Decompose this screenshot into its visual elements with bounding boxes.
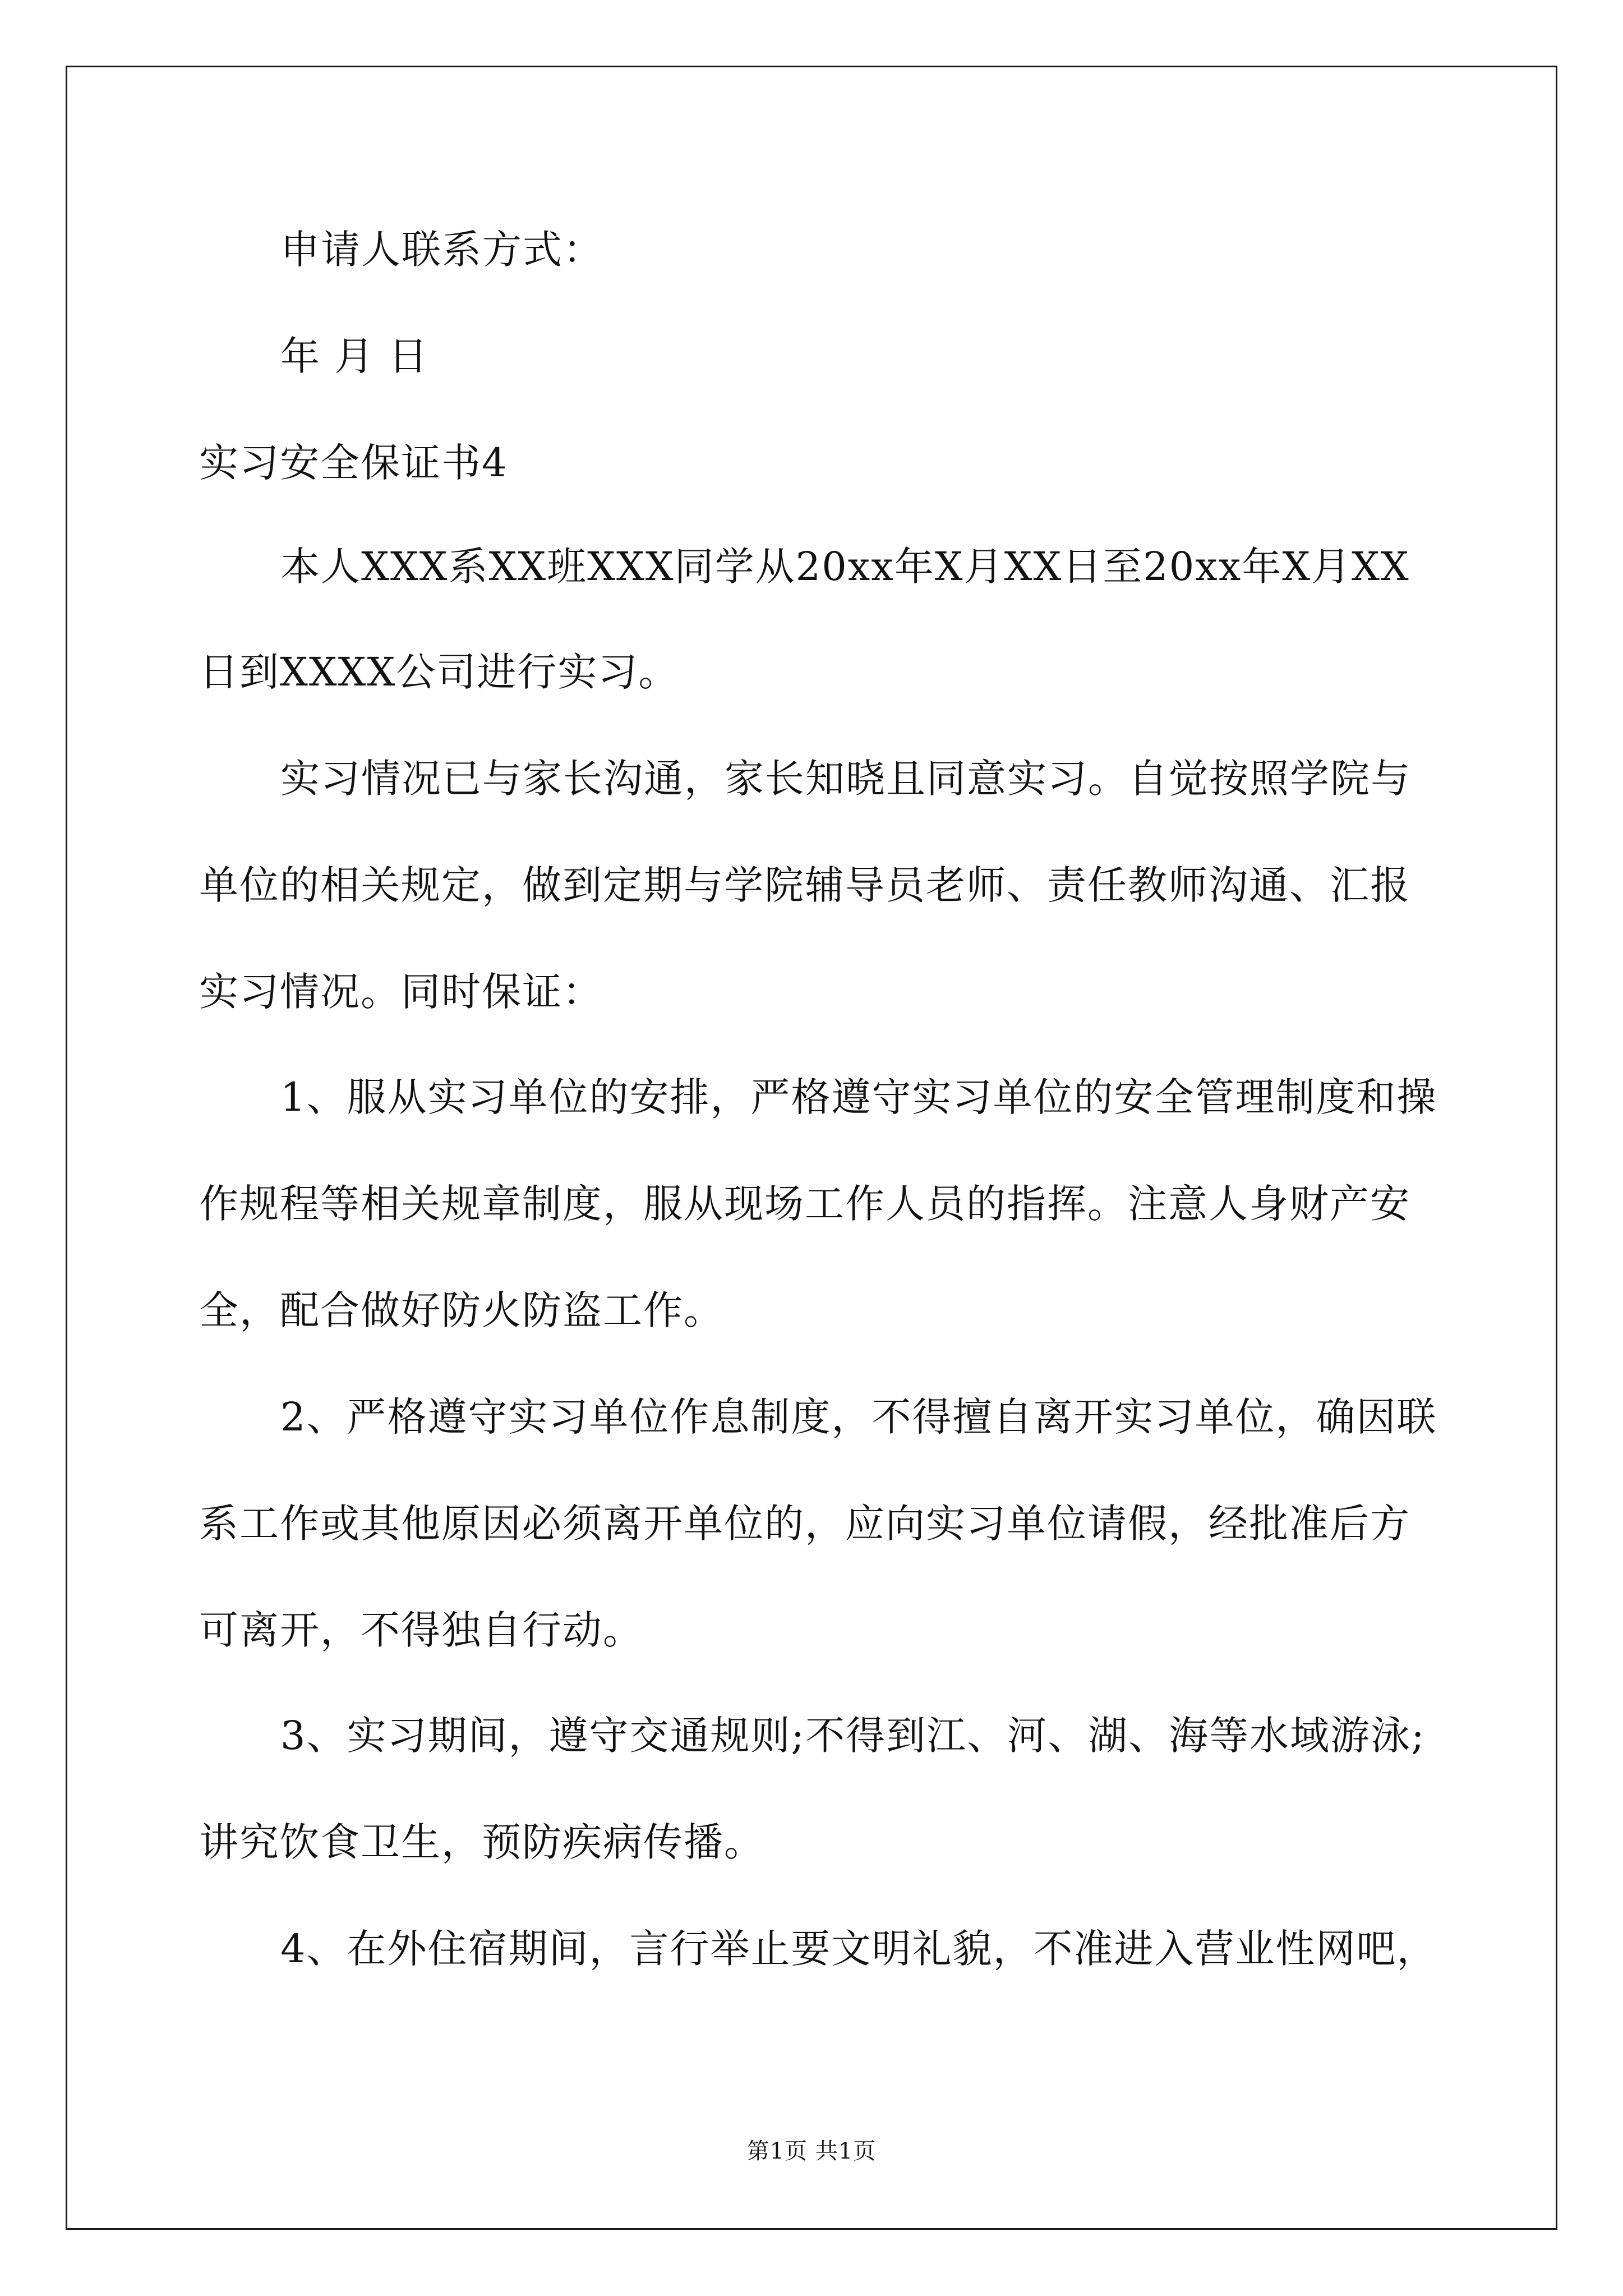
paragraph-line: 实习情况。同时保证： (199, 969, 603, 1015)
list-item-line: 系工作或其他原因必须离开单位的，应向实习单位请假，经批准后方 (199, 1501, 1410, 1547)
list-item-line: 全，配合做好防火防盗工作。 (199, 1287, 724, 1333)
list-item-line: 3、实习期间，遵守交通规则;不得到江、河、湖、海等水域游泳; (280, 1713, 1426, 1759)
paragraph-line: 实习情况已与家长沟通，家长知晓且同意实习。自觉按照学院与 (280, 756, 1411, 802)
list-item-line: 讲究饮食卫生，预防疾病传播。 (199, 1819, 764, 1865)
list-item-line: 可离开，不得独自行动。 (199, 1607, 643, 1653)
list-item-line: 4、在外住宿期间，言行举止要文明礼貌，不准进入营业性网吧， (280, 1926, 1437, 1972)
page-border (66, 66, 1557, 2230)
paragraph-line: 日到XXXX公司进行实习。 (199, 649, 679, 695)
applicant-contact-line: 申请人联系方式： (280, 227, 603, 273)
paragraph-line: 本人XXX系XX班XXX同学从20xx年X月XX日至20xx年X月XX (280, 544, 1410, 590)
paragraph-line: 单位的相关规定，做到定期与学院辅导员老师、责任教师沟通、汇报 (199, 862, 1410, 908)
page-footer: 第1页 共1页 (746, 2138, 877, 2164)
date-line: 年 月 日 (280, 333, 429, 379)
list-item-line: 2、严格遵守实习单位作息制度，不得擅自离开实习单位，确因联 (280, 1394, 1437, 1440)
list-item-line: 作规程等相关规章制度，服从现场工作人员的指挥。注意人身财产安 (199, 1181, 1410, 1227)
section-title: 实习安全保证书4 (199, 440, 508, 486)
list-item-line: 1、服从实习单位的安排，严格遵守实习单位的安全管理制度和操 (280, 1074, 1437, 1120)
